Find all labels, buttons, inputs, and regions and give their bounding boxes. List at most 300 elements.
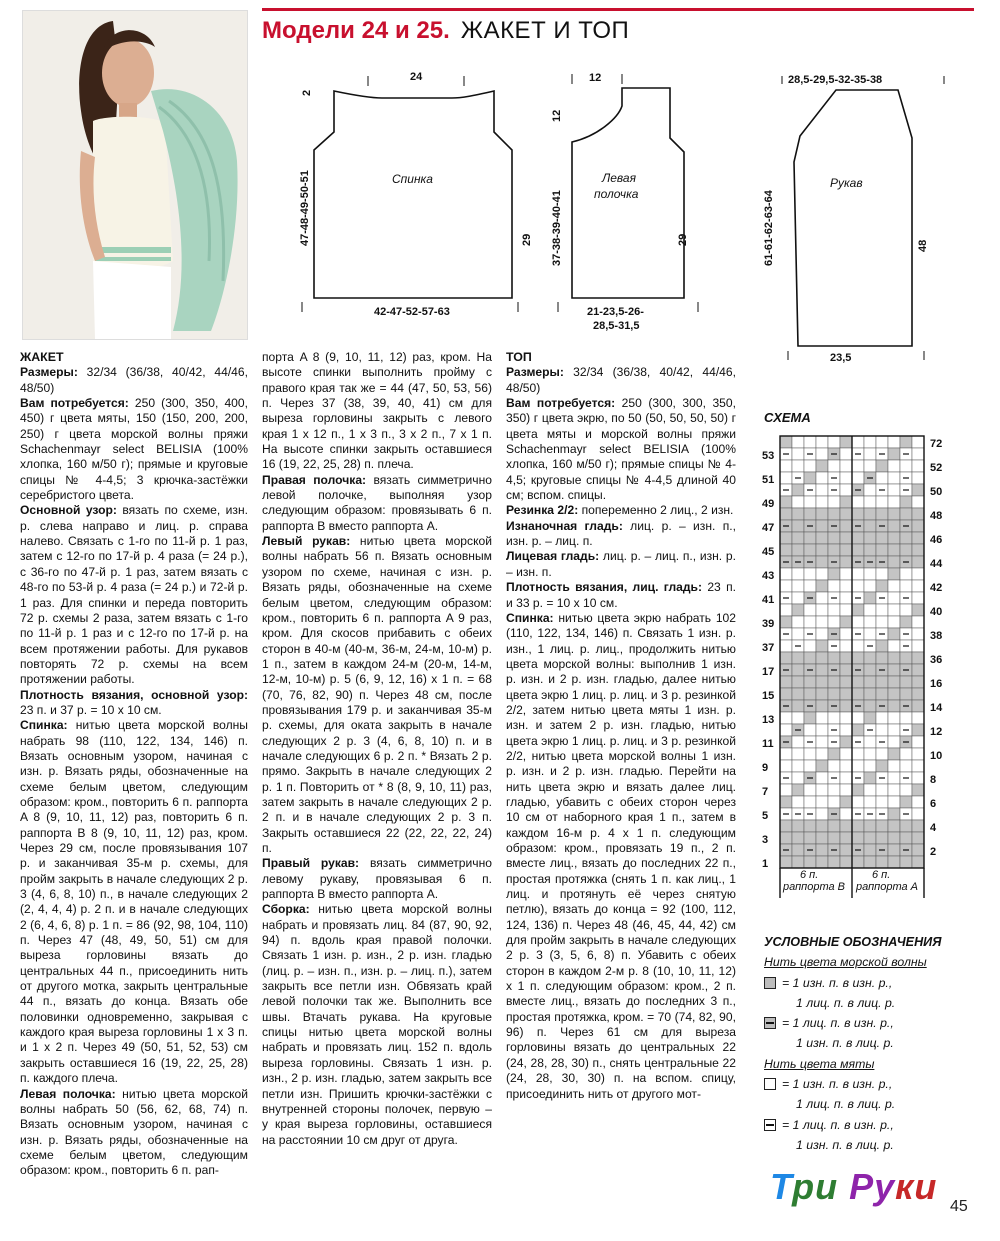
chart-cell: [816, 568, 828, 580]
chart-cell: [840, 700, 852, 712]
chart-cell: [876, 604, 888, 616]
chart-cell: [816, 832, 828, 844]
row-number-right: 52: [930, 461, 943, 474]
chart-cell: [852, 688, 864, 700]
chart-cell: [864, 508, 876, 520]
chart-cell: [876, 784, 888, 796]
chart-cell: [864, 448, 876, 460]
chart-cell: [876, 472, 888, 484]
top-heading: ТОП: [506, 350, 532, 364]
chart-cell: [792, 568, 804, 580]
gray-square-icon: [764, 977, 776, 989]
legend-item-1-line2: 1 лиц. п. в лиц. р.: [796, 995, 896, 1010]
chart-cell: [816, 508, 828, 520]
text-column-3: [506, 350, 736, 1102]
chart-cell: [876, 580, 888, 592]
chart-cell: [828, 508, 840, 520]
row-number-right: 38: [930, 629, 943, 642]
chart-cell: [912, 532, 924, 544]
front-label-1: Левая: [602, 171, 636, 185]
chart-cell: [828, 436, 840, 448]
chart-cell: [876, 712, 888, 724]
chart-cell: [840, 640, 852, 652]
chart-cell: [888, 592, 900, 604]
back-label: Спинка: [392, 172, 433, 186]
chart-cell: [900, 760, 912, 772]
chart-cell: [876, 820, 888, 832]
chart-cell: [912, 544, 924, 556]
chart-cell: [816, 628, 828, 640]
chart-cell: [864, 748, 876, 760]
chart-cell: [876, 496, 888, 508]
chart-cell: [840, 808, 852, 820]
chart-cell: [780, 580, 792, 592]
chart-cell: [840, 448, 852, 460]
chart-cell: [816, 796, 828, 808]
top-back: Спинка: нитью цвета экрю набрать 102 (110, 122, 134, 146) п. Связать 1 изн. р. изн., 1 лиц. р. лиц., продолжить нитью цвета морской волны: выполнив 1 изн. р. изн. и 2 р. изн. гладью, далее нитью цвета экрю 1 лиц. р. лиц. и 3 р. резинкой 2/2, затем нитью цвета мяты 1 изн. р. изн. и затем 2 р. изн. гладью, нитью цвета экрю 1 лиц. р. лиц. и 3 р. резинкой 2/2, нитью цвета морской волны 1 изн. р. изн. и 2 р. изн. гладью. Перейти на нить цвета экрю и вязать далее лиц. гладью, убавить с обеих сторон через 10 см от наборного края 1 п., затем в каждом 16-м р. 4 х 1 п. следующим образом: кром., провязать 19 п., 2 п. вместе лиц., вязать до последних 22 п., простая протяжка (снять 1 п. как лиц., 1 лиц. и протянуть её через снятую петлю), вязать до конца = 92 (100, 112, 124, 136) п. Через 48 (46, 45, 44, 42) см для пройм закрыть в начале следующих 2 р. 3 (3, 5, 6, 8) п. Убавить с обеих сторон в каждом 2-м р. 8 (10, 10, 11, 12) х 1 п. следующим образом: кром., 2 п. вместе лиц., вязать до последних 3 п., простая протяжка, кром. = 70 (74, 82, 90, 96) п. Через 61 см для выреза горловины вязать до центральных 22 (24, 28, 28, 30) п., снять центральные 22 (24, 28, 30, 30) п. на вспом. спицу, присоединить нить от другого мот-: [506, 610, 736, 1101]
row-number-right: 12: [930, 725, 943, 738]
chart-cell: [852, 568, 864, 580]
text-column-2: [262, 350, 492, 1148]
jacket-left-sleeve: Левый рукав: нитью цвета морской волны набрать 56 п. Вязать основным узором по схеме, начиная с изн. р. Вязать ряды, обозначенные на схеме белым цветом, следующим образом: кром., повторить 6 п. раппорта A 9 раз, кром. Для скосов прибавить с обеих сторон в 40-м (40-м, 36-м, 24-м, 10-м) р. 1 п., затем в каждом 24-м (20-м, 14-м, 12-м, 10-м) р. 5 (6, 9, 12, 16) х 1 п. = 68 (70, 76, 82, 90) п. Через 48 см, после провязывания 179 р. и заканчивая 35-м р. схемы, для оката закрыть в начале следующих 2 р. 3 (4, 6, 8, 10) п. и в начале следующих 6 р. 2 п. * Вязать 2 р. прямо. Закрыть в начале следующих 2 р. 1 п. Повторить от * 8 (8, 9, 10, 11) раз, затем закрыть в начале следующих 2 р. 2 п. и в начале следующих 2 р. 3 п. Закрыть оставшиеся 22 (22, 22, 22, 24) п.: [262, 534, 492, 855]
top-sizes: Размеры: 32/34 (36/38, 40/42, 44/46, 48/50): [506, 365, 736, 395]
chart-cell: [840, 772, 852, 784]
chart-cell: [864, 436, 876, 448]
row-number-right: 4: [930, 821, 937, 834]
row-number-left: 37: [762, 641, 775, 654]
chart-cell: [852, 784, 864, 796]
chart-cell: [912, 520, 924, 532]
white-dash-square-icon: [764, 1119, 776, 1131]
chart-cell: [840, 472, 852, 484]
chart-cell: [864, 532, 876, 544]
chart-cell: [900, 832, 912, 844]
chart-cell: [864, 520, 876, 532]
chart-cell: [828, 796, 840, 808]
chart-cell: [900, 688, 912, 700]
chart-cell: [900, 544, 912, 556]
chart-cell: [864, 712, 876, 724]
row-number-left: 3: [762, 833, 769, 846]
chart-cell: [840, 748, 852, 760]
chart-cell: [888, 724, 900, 736]
chart-cell: [912, 556, 924, 568]
jacket-heading: ЖАКЕТ: [20, 350, 64, 364]
chart-cell: [792, 532, 804, 544]
chart-cell: [852, 856, 864, 868]
chart-cell: [876, 436, 888, 448]
chart-cell: [816, 724, 828, 736]
chart-cell: [912, 640, 924, 652]
chart-cell: [792, 760, 804, 772]
sleeve-top-dim: 28,5-29,5-32-35-38: [788, 74, 883, 86]
chart-cell: [912, 664, 924, 676]
chart-cell: [792, 712, 804, 724]
chart-cell: [792, 796, 804, 808]
jacket-sizes: Размеры: 32/34 (36/38, 40/42, 44/46, 48/50): [20, 365, 248, 395]
legend-item-3-line2: 1 лиц. п. в лиц. р.: [796, 1097, 896, 1112]
chart-cell: [900, 436, 912, 448]
chart-cell: [900, 532, 912, 544]
chart-cell: [780, 688, 792, 700]
chart-cell: [876, 832, 888, 844]
chart-cell: [804, 712, 816, 724]
chart-cell: [912, 604, 924, 616]
chart-cell: [864, 484, 876, 496]
chart-cell: [792, 580, 804, 592]
chart-cell: [828, 496, 840, 508]
legend-item-3: = 1 изн. п. в изн. р.,: [764, 1074, 984, 1094]
chart-cell: [816, 448, 828, 460]
chart-cell: [864, 544, 876, 556]
chart-cell: [888, 784, 900, 796]
jacket-materials: Вам потребуется: 250 (300, 350, 400, 450) г цвета мяты, 150 (150, 200, 200, 250) г цвета морской волны пряжи Schachenmayr select BELISIA (100% хлопка, 160 м/50 г); прямые и круговые спицы № 4-4,5; 3 крючка-застёжки серебристого цвета.: [20, 396, 248, 503]
chart-cell: [840, 712, 852, 724]
chart-cell: [840, 676, 852, 688]
rep-b-label: раппорта B: [783, 881, 846, 893]
chart-cell: [888, 676, 900, 688]
chart-cell: [864, 772, 876, 784]
chart-cell: [792, 676, 804, 688]
chart-cell: [852, 436, 864, 448]
chart-cell: [816, 556, 828, 568]
chart-cell: [816, 496, 828, 508]
title-model-numbers: Модели 24 и 25.: [262, 17, 450, 44]
chart-cell: [840, 520, 852, 532]
sleeve-width-dim: 23,5: [830, 352, 852, 364]
chart-cell: [804, 544, 816, 556]
chart-cell: [912, 460, 924, 472]
chart-cell: [828, 604, 840, 616]
chart-cell: [792, 544, 804, 556]
chart-cell: [816, 784, 828, 796]
chart-cell: [804, 580, 816, 592]
chart-cell: [888, 700, 900, 712]
chart-cell: [900, 460, 912, 472]
chart-cell: [852, 760, 864, 772]
row-number-right: 50: [930, 485, 943, 498]
chart-cell: [828, 580, 840, 592]
jacket-back: Спинка: нитью цвета морской волны набрать 98 (110, 122, 134, 146) п. Вязать основным узором, начиная с изн. р. Вязать ряды, обозначенные на схеме белым цветом, следующим образом: кром., повторить 6 п. раппорта A 8 (9, 10, 11, 12) раз, повторить 6 п. раппорта B 8 (9, 10, 11, 12) раз, кром. Через 29 см, после провязывания 107 р. и заканчивая 35-м р. схемы, для пройм закрыть в начале следующих 2 р. 3 (4, 6, 8, 10) п., в начале следующих 2 (2, 4, 4, 4) р. 2 п. и в начале следующих 2 (6, 4, 6, 8) р. 1 п. = 86 (92, 98, 104, 110) п. Через 47 (48, 49, 50, 51) см для выреза горловины вязать до центральных 44 п., присоединить нить от другого мотка, закрыть центральные 44 п., вязать до конца. Вязать обе половинки одновременно, закрывая с каждого края выреза горловины 1 х 3 п. и 1 х 2 п. Через 49 (50, 51, 52, 53) см закрыть оставшиеся 16 (19, 22, 25, 28) п. каждого плеча.: [20, 718, 248, 1086]
chart-cell: [852, 640, 864, 652]
row-number-right: 36: [930, 653, 943, 666]
chart-cell: [816, 532, 828, 544]
chart-cell: [888, 532, 900, 544]
legend-item-4-line2: 1 изн. п. в лиц. р.: [796, 1137, 894, 1152]
chart-cell: [816, 592, 828, 604]
chart-cell: [876, 532, 888, 544]
row-number-left: 39: [762, 617, 775, 630]
chart-cell: [792, 604, 804, 616]
chart-cell: [912, 472, 924, 484]
chart-cell: [804, 604, 816, 616]
back-width-dim: 42-47-52-57-63: [374, 306, 450, 318]
chart-cell: [828, 460, 840, 472]
chart-cell: [900, 856, 912, 868]
chart-cell: [888, 772, 900, 784]
chart-cell: [864, 832, 876, 844]
chart-cell: [900, 796, 912, 808]
chart-cell: [804, 820, 816, 832]
front-top-dim: 12: [589, 72, 602, 84]
site-logo: Три Руки: [770, 1166, 938, 1207]
chart-cell: [816, 652, 828, 664]
chart-cell: [888, 556, 900, 568]
chart-cell: [828, 712, 840, 724]
row-number-right: 44: [930, 557, 943, 570]
row-number-left: 47: [762, 521, 775, 534]
chart-cell: [840, 784, 852, 796]
chart-cell: [876, 544, 888, 556]
chart-cell: [912, 844, 924, 856]
chart-cell: [888, 832, 900, 844]
chart-cell: [780, 436, 792, 448]
front-neck-dim: 12: [551, 109, 563, 122]
chart-cell: [816, 820, 828, 832]
chart-cell: [864, 460, 876, 472]
chart-cell: [900, 820, 912, 832]
back-top-dim: 24: [410, 71, 423, 83]
chart-cell: [888, 688, 900, 700]
chart-cell: [840, 688, 852, 700]
chart-cell: [912, 808, 924, 820]
chart-cell: [792, 736, 804, 748]
chart-cell: [852, 832, 864, 844]
chart-cell: [828, 532, 840, 544]
chart-cell: [816, 460, 828, 472]
chart-cell: [888, 856, 900, 868]
model-illustration: [23, 11, 247, 339]
chart-cell: [888, 712, 900, 724]
row-number-left: 17: [762, 665, 775, 678]
chart-cell: [780, 472, 792, 484]
chart-cell: [780, 796, 792, 808]
jacket-assembly: Сборка: нитью цвета морской волны набрать и провязать лиц. 84 (87, 90, 92, 94) п. вдоль края правой полочки. Связать 1 изн. р. изн., 2 р. изн. гладью (лиц. р. – изн. п., изн. р. – лиц. п.), затем закрыть все петли изн. Обвязать край левой полочки так же. Выполнить все швы. Втачать рукава. На круговые спицы нитью цвета морской волны набрать и провязать лиц. 152 п. вдоль выреза горловины. Связать 1 изн. р. изн., 2 р. изн. гладью, затем закрыть все петли изн. Пришить крючки-застёжки с внутренней стороны полочек, первую – у края выреза горловины, оставшиеся на расстоянии 10 см друг от друга.: [262, 902, 492, 1147]
chart-cell: [792, 772, 804, 784]
chart-cell: [816, 436, 828, 448]
model-photo: [22, 10, 248, 340]
jacket-right-front: Правая полочка: вязать симметрично левой полочке, выполняя узор следующим образом: провязывать 6 п. раппорта B вместо раппорта A.: [262, 472, 492, 533]
chart-cell: [816, 712, 828, 724]
row-number-left: 1: [762, 857, 769, 870]
chart-cell: [816, 544, 828, 556]
chart-cell: [840, 856, 852, 868]
back-top-left-dim: 2: [301, 89, 313, 96]
chart-cell: [792, 520, 804, 532]
chart-cell: [840, 628, 852, 640]
chart-cell: [864, 700, 876, 712]
row-number-right: 2: [930, 845, 937, 858]
chart-cell: [792, 820, 804, 832]
chart-cell: [864, 580, 876, 592]
chart-cell: [864, 604, 876, 616]
chart-cell: [888, 748, 900, 760]
rep-b-count: 6 п.: [800, 869, 819, 881]
chart-cell: [852, 724, 864, 736]
chart-cell: [864, 736, 876, 748]
legend-item-4: = 1 лиц. п. в изн. р.,: [764, 1115, 984, 1135]
chart-cell: [912, 736, 924, 748]
chart-cell: [792, 688, 804, 700]
chart-cell: [888, 820, 900, 832]
jacket-left-front-cont: порта A 8 (9, 10, 11, 12) раз, кром. На высоте спинки выполнить пройму с правого края так же = 44 (47, 50, 53, 56) п. Через 37 (38, 39, 40, 41) см для выреза горловины закрыть с левого края 1 х 12 п., 1 х 3 п., 3 х 2 п., 7 х 1 п. На высоте спинки закрыть оставшиеся 16 (19, 22, 25, 28) п. плеча.: [262, 350, 492, 472]
title-name: ЖАКЕТ И ТОП: [460, 17, 630, 44]
chart-cell: [888, 508, 900, 520]
chart-cell: [780, 748, 792, 760]
rep-a-label: раппорта A: [856, 881, 919, 893]
chart-cell: [876, 688, 888, 700]
chart-cell: [840, 484, 852, 496]
chart-cell: [912, 724, 924, 736]
chart-cell: [912, 820, 924, 832]
chart-cell: [852, 748, 864, 760]
chart-cell: [840, 436, 852, 448]
chart-cell: [780, 508, 792, 520]
chart-cell: [804, 652, 816, 664]
top-materials: Вам потребуется: 250 (300, 300, 350, 350) г цвета экрю, по 50 (50, 50, 50, 50) г цвета мяты и морской волны пряжи Schachenmayr select BELISIA (100% хлопка, 160 м/50 г); прямые спицы № 4-4,5; круговые спицы № 4-4,5 длиной 40 см; вспом. спицы.: [506, 396, 736, 503]
chart-cell: [852, 544, 864, 556]
chart-cell: [804, 688, 816, 700]
chart-cell: [912, 856, 924, 868]
chart-cell: [804, 436, 816, 448]
chart-cell: [900, 652, 912, 664]
sleeve-label: Рукав: [830, 176, 863, 190]
chart-cell: [828, 568, 840, 580]
chart-cell: [840, 508, 852, 520]
chart-cell: [828, 760, 840, 772]
chart-cell: [816, 676, 828, 688]
chart-cell: [816, 736, 828, 748]
chart-cell: [828, 784, 840, 796]
chart-cell: [816, 520, 828, 532]
chart-cell: [900, 616, 912, 628]
row-number-left: 15: [762, 689, 775, 702]
chart-cell: [912, 760, 924, 772]
chart-cell: [804, 472, 816, 484]
row-number-left: 43: [762, 569, 775, 582]
chart-cell: [828, 652, 840, 664]
chart-cell: [816, 748, 828, 760]
chart-cell: [900, 568, 912, 580]
chart-cell: [804, 748, 816, 760]
legend: [764, 932, 984, 1155]
front-width-dim-1: 21-23,5-26-: [587, 306, 644, 318]
chart-cell: [876, 796, 888, 808]
top-gauge: Плотность вязания, лиц. гладь: 23 п. и 33 р. = 10 х 10 см.: [506, 580, 736, 610]
chart-cell: [804, 676, 816, 688]
chart-cell: [816, 604, 828, 616]
chart-cell: [780, 712, 792, 724]
chart-cell: [888, 484, 900, 496]
title-rule: [262, 8, 974, 11]
chart-cell: [816, 580, 828, 592]
jacket-left-front: Левая полочка: нитью цвета морской волны набрать 50 (56, 62, 68, 74) п. Вязать основным узором, начиная с изн. р. Вязать ряды, обозначенные на схеме белым цветом, следующим образом: кром., повторить 6 п. рап-: [20, 1086, 248, 1178]
chart-cell: [780, 640, 792, 652]
row-number-left: 9: [762, 761, 769, 774]
chart-cell: [888, 652, 900, 664]
chart-cell: [900, 748, 912, 760]
row-number-left: 51: [762, 473, 775, 486]
chart-cell: [840, 832, 852, 844]
chart-cell: [852, 496, 864, 508]
row-number-right: 46: [930, 533, 943, 546]
chart-cell: [864, 628, 876, 640]
row-number-left: 5: [762, 809, 769, 822]
chart-cell: [912, 616, 924, 628]
front-height-dim: 37-38-39-40-41: [551, 190, 563, 266]
chart-cell: [792, 508, 804, 520]
chart-cell: [864, 784, 876, 796]
chart-cell: [888, 448, 900, 460]
chart-cell: [912, 652, 924, 664]
chart-cell: [840, 556, 852, 568]
chart-cell: [852, 532, 864, 544]
row-number-right: 48: [930, 509, 943, 522]
chart-cell: [852, 508, 864, 520]
chart-cell: [876, 856, 888, 868]
chart-cell: [816, 700, 828, 712]
chart-cell: [900, 496, 912, 508]
chart-cell: [888, 628, 900, 640]
chart-cell: [792, 592, 804, 604]
chart-cell: [780, 724, 792, 736]
chart-cell: [864, 616, 876, 628]
sleeve-height-dim: 61-61-62-63-64: [763, 190, 775, 266]
chart-cell: [900, 784, 912, 796]
row-number-left: 13: [762, 713, 775, 726]
chart-cell: [912, 628, 924, 640]
chart-cell: [852, 580, 864, 592]
chart-cell: [792, 748, 804, 760]
chart-cell: [840, 616, 852, 628]
chart-cell: [792, 784, 804, 796]
chart-cell: [780, 544, 792, 556]
chart-cell: [852, 676, 864, 688]
chart-cell: [912, 796, 924, 808]
chart-cell: [912, 700, 924, 712]
chart-cell: [780, 760, 792, 772]
legend-item-2-line2: 1 изн. п. в лиц. р.: [796, 1036, 894, 1051]
knitting-chart: [752, 428, 984, 898]
chart-cell: [876, 640, 888, 652]
chart-cell: [804, 496, 816, 508]
chart-cell: [876, 748, 888, 760]
chart-cell: [804, 460, 816, 472]
chart-cell: [864, 568, 876, 580]
chart-cell: [792, 628, 804, 640]
chart-cell: [816, 472, 828, 484]
chart-cell: [912, 580, 924, 592]
chart-cell: [912, 772, 924, 784]
chart-cell: [852, 472, 864, 484]
chart-cell: [864, 664, 876, 676]
legend-mint-title: Нить цвета мяты: [764, 1056, 875, 1071]
chart-cell: [792, 448, 804, 460]
chart-cell: [912, 832, 924, 844]
chart-cell: [816, 484, 828, 496]
chart-cell: [804, 832, 816, 844]
chart-cell: [780, 676, 792, 688]
chart-cell: [816, 856, 828, 868]
chart-cell: [828, 832, 840, 844]
chart-cell: [780, 532, 792, 544]
legend-sea-title: Нить цвета морской волны: [764, 955, 927, 970]
chart-cell: [888, 796, 900, 808]
chart-cell: [888, 760, 900, 772]
row-number-right: 10: [930, 749, 943, 762]
back-height-dim: 47-48-49-50-51: [299, 170, 311, 246]
front-label-2: полочка: [594, 187, 639, 201]
